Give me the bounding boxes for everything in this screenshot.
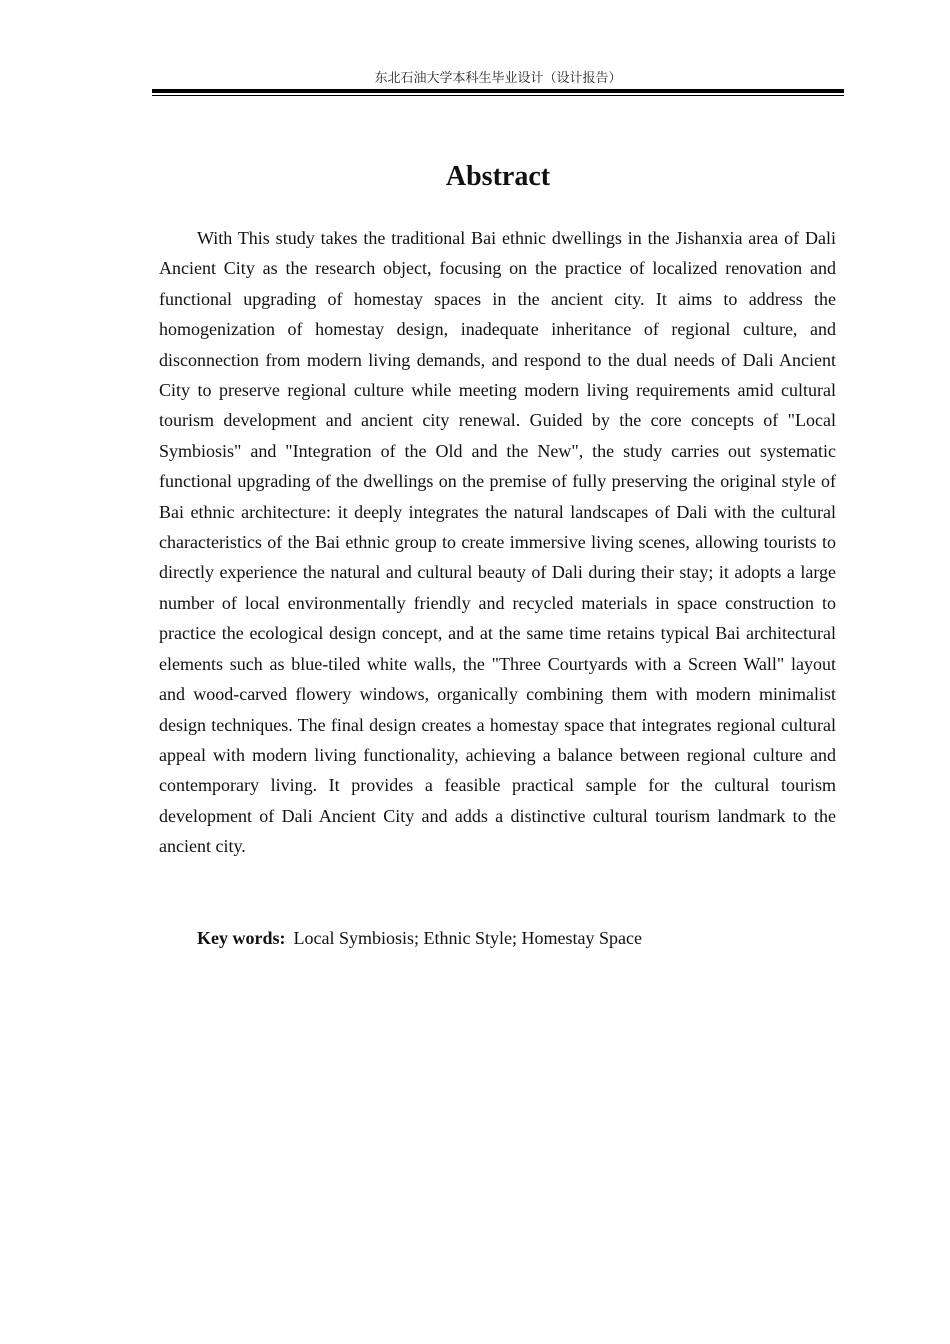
abstract-body: With This study takes the traditional Bai ethnic dwellings in the Jishanxia area of Dali Ancient City as the research object, focusing on the practice of localized renovation and functional upgrading of homestay spaces in the ancient city. It aims to address the homogenization of homestay design, inadequate inheritance of regional culture, and disconnection from modern living demands, and respond to the dual needs of Dali Ancient City to preserve regional culture while meeting modern living requirements amid cultural tourism development and ancient city renewal. Guided by the core concepts of "Local Symbiosis" and "Integration of the Old and the New", the study carries out systematic functional upgrading of the dwellings on the premise of fully preserving the original style of Bai ethnic architecture: it deeply integrates the natural landscapes of Dali with the cultural characteristics of the Bai ethnic group to create immersive living scenes, allowing tourists to directly experience the natural and cultural beauty of Dali during their stay; it adopts a large number of local environmentally friendly and recycled materials in space construction to practice the ecological design concept, and at the same time retains typical Bai architectural elements such as blue-tiled white walls, the "Three Courtyards with a Screen Wall" layout and wood-carved flowery windows, organically combining them with modern minimalist design techniques. The final design creates a homestay space that integrates regional cultural appeal with modern living functionality, achieving a balance between regional culture and contemporary living. It provides a feasible practical sample for the cultural tourism development of Dali Ancient City and adds a distinctive cultural tourism landmark to the ancient city. bbox=[159, 228, 836, 857]
keywords-label: Key words: bbox=[197, 928, 286, 948]
keywords-value: Local Symbiosis; Ethnic Style; Homestay Space bbox=[293, 928, 642, 948]
header-rule-thin bbox=[152, 95, 844, 96]
page-header: 东北石油大学本科生毕业设计（设计报告） bbox=[374, 71, 622, 86]
keywords-line bbox=[197, 923, 837, 953]
header-rule-thick bbox=[152, 89, 844, 93]
abstract-title: Abstract bbox=[445, 161, 551, 192]
